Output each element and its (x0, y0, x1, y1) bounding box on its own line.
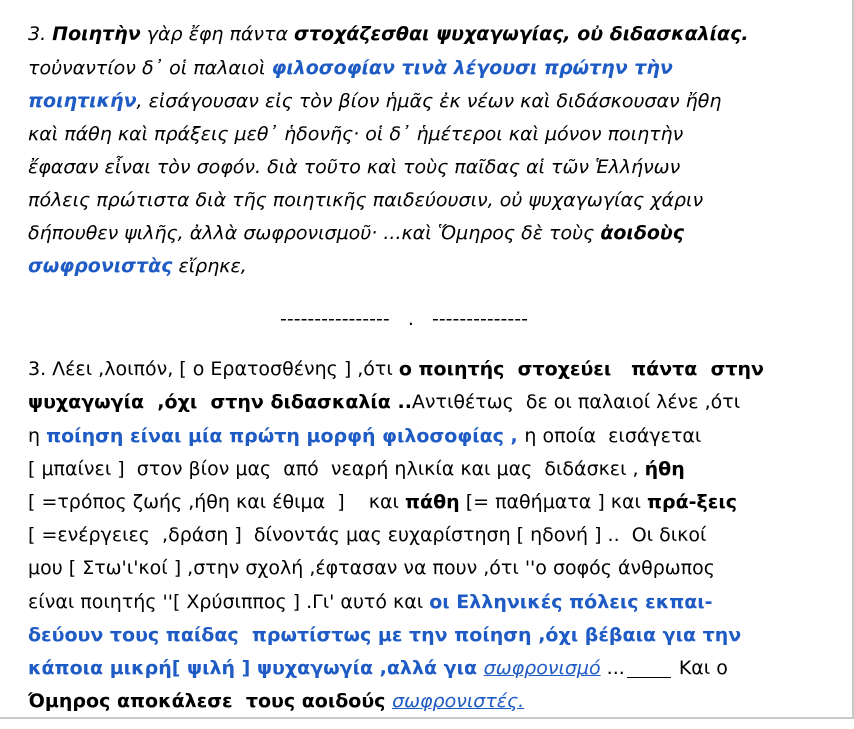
highlight: σωφρονιστὰς (28, 255, 173, 277)
highlight: ποίηση είναι μία πρώτη μορφή φιλοσοφίας , (46, 425, 525, 447)
keyword: πάθη (405, 491, 460, 513)
modern-line-4 (28, 456, 685, 482)
text: 3. Λέει ,λοιπόν, [ ο Ερατοσθένης ] ,ότι (28, 358, 399, 380)
modern-line-6: [ =ενέργειες ,δράση ] δίνοντάς μας ευχαρίστηση [ ηδονή ] .. Οι δικοί (28, 524, 707, 546)
modern-line-8 (28, 589, 713, 615)
text: η οποία εισάγεται (524, 425, 702, 447)
modern-line-5 (28, 489, 737, 515)
underlined-term: σωφρονισμό (483, 657, 601, 679)
highlight: ποιητικήν (28, 90, 137, 112)
ancient-line-1 (28, 21, 749, 47)
underlined-term: σωφρονιστές. (392, 690, 525, 712)
modern-line-9: δεύουν τους παίδας πρωτίστως με την ποίηση ,όχι βέβαια για την (28, 624, 742, 646)
text: δήπουθεν ψιλῆς, ἀλλὰ σωφρονισμοῦ· ...καὶ Ὅμηρος δὲ τοὺς (28, 222, 601, 244)
text: . (741, 23, 749, 45)
underline-bar (627, 677, 671, 678)
keyword: στοχάζεσθαι ψυχαγωγίας, οὐ διδασκαλίας (294, 23, 742, 45)
text: εἴρηκε, (172, 255, 247, 277)
keyword: Όμηρος αποκάλεσε τους αοιδούς (28, 690, 393, 712)
modern-line-7: μου [ Στω'ι'κοί ] ,στην σχολή ,έφτασαν να πουν ,ότι ''ο σοφός άνθρωπος (28, 557, 715, 579)
keyword: ήθη (644, 458, 685, 480)
modern-line-10 (28, 655, 728, 681)
ancient-line-7 (28, 220, 684, 246)
text: [ μπαίνει ] στον βίον μας από νεαρή ηλικία και μας διδάσκει , (28, 458, 645, 480)
text: γὰρ ἔφη πάντα (140, 23, 295, 45)
text: [= παθήματα ] και (459, 491, 647, 513)
text: [ =τρόπος ζωής ,ήθη και έθιμα ] και (28, 491, 405, 513)
ancient-line-3 (28, 88, 721, 114)
keyword: ο ποιητής στοχεύει πάντα στην (398, 358, 764, 380)
section-separator: ---------------- . -------------- (280, 308, 528, 330)
text: Και ο (678, 657, 728, 679)
keyword: Ποιητὴν (52, 23, 141, 45)
highlight: κάποια μικρή[ ψιλή ] ψυχαγωγία ,αλλά για (28, 657, 484, 679)
highlight: οι Ελληνικές πόλεις εκπαι- (429, 591, 713, 613)
paragraph-number: 3. (28, 23, 53, 45)
modern-line-3 (28, 423, 701, 449)
text: η (28, 425, 47, 447)
ellipsis: ... (600, 657, 625, 679)
modern-line-1 (28, 356, 764, 382)
text: , εἰσάγουσαν εἰς τὸν βίον ἡμᾶς ἐκ νέων καὶ διδάσκουσαν ἤθη (136, 90, 722, 112)
ancient-line-8 (28, 253, 247, 279)
modern-line-11 (28, 688, 524, 714)
keyword: ψυχαγωγία ,όχι στην διδασκαλία .. (28, 391, 412, 413)
ancient-line-6: πόλεις πρώτιστα διὰ τῆς ποιητικῆς παιδεύουσιν, οὐ ψυχαγωγίας χάριν (28, 189, 704, 211)
text: τοὐναντίον δ᾽ οἱ παλαιοὶ (28, 57, 272, 79)
text: είναι ποιητής ''[ Χρύσιππος ] .Γι' αυτό και (28, 591, 430, 613)
keyword: πρά-ξεις (646, 491, 738, 513)
ancient-line-2 (28, 55, 673, 81)
ancient-line-4: καὶ πάθη καὶ πράξεις μεθ᾽ ἡδονῆς· οἱ δ᾽ ἡμέτεροι καὶ μόνον ποιητὴν (28, 123, 684, 145)
text: Αντιθέτως δε οι παλαιοί λένε ,ότι (411, 391, 741, 413)
highlight: φιλοσοφίαν τινὰ λέγουσι πρώτην τὴν (271, 57, 673, 79)
modern-line-2 (28, 389, 740, 415)
keyword: ἀοιδοὺς (600, 222, 685, 244)
ancient-line-5: ἔφασαν εἶναι τὸν σοφόν. διὰ τοῦτο καὶ τοὺς παῖδας αἱ τῶν Ἑλλήνων (28, 156, 681, 178)
